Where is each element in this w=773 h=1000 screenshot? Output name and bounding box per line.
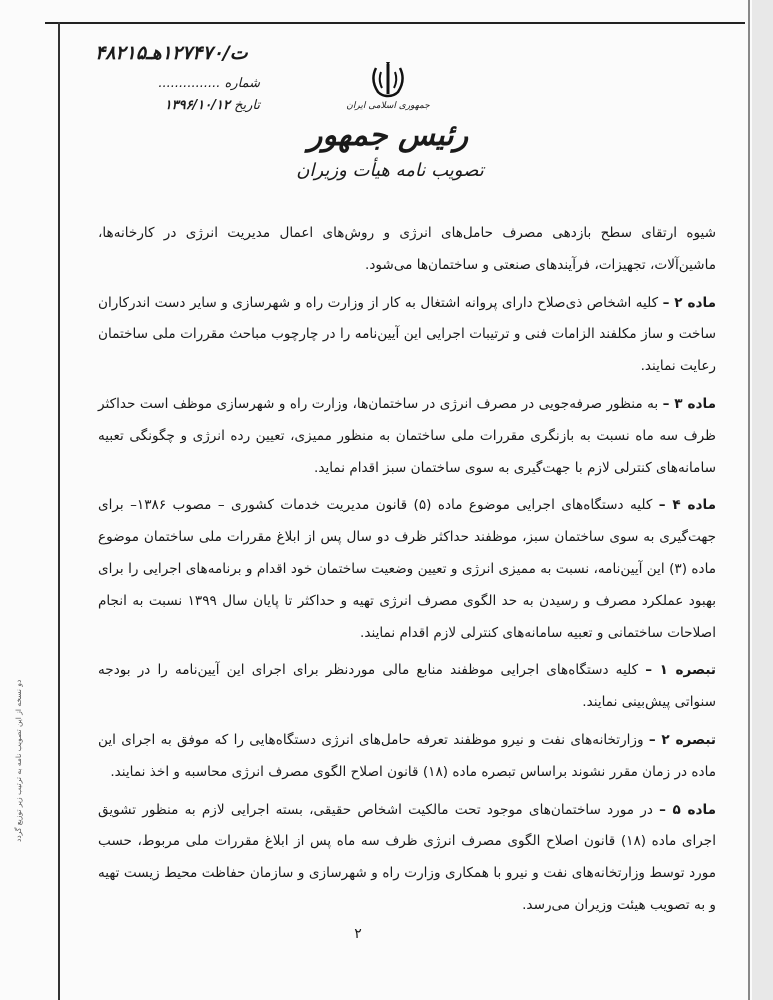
margin-note: دو نسخه از این تصویب نامه به ترتیب زیر توزیع گردد xyxy=(14,680,23,843)
paragraph: ماده ۵ – در مورد ساختمان‌های موجود تحت مالکیت اشخاص حقیقی، بسته اجرایی لازم به منظور تشویق اجرای ماده (۱۸) قانون اصلاح الگوی مصرف انرژی ظرف سه ماه پس از ابلاغ مقررات ملی مربوط، حسب مورد توسط وزارتخانه‌های نفت و نیرو با همکاری وزارت راه و شهرسازی و سازمان حفاظت محیط زیست تهیه و به تصویب هیئت وزیران می‌رسد. xyxy=(98,801,716,913)
paragraph: ماده ۴ – کلیه دستگاه‌های اجرایی موضوع ماده (۵) قانون مدیریت خدمات کشوری – مصوب ۱۳۸۶– برای جهت‌گیری به سوی ساختمان سبز، موظفند حداکثر ظرف دو سال پس از ابلاغ مقررات ملی ساختمان موضوع ماده (۳) این آیین‌نامه، نسبت به ممیزی انرژی و تعیین وضعیت ساختمان خود اقدام و برنامه‌های اجرایی را برای بهبود عملکرد مصرف و رسیدن به حد الگوی مصرف انرژی تهیه و حداکثر تا پایان سال ۱۳۹۹ نسبت به انجام اصلاحات ساختمانی و تعبیه سامانه‌های کنترلی لازم اقدام نمایند. xyxy=(98,497,716,641)
approval-title: تصویب نامه هیأت وزیران xyxy=(296,160,484,181)
frame-left-rule xyxy=(58,22,60,1000)
frame-top-rule xyxy=(45,22,745,24)
reference-number: ۴۸۲۱۵ت/۱۲۷۴۷۰هـ xyxy=(95,42,248,64)
scan-edge xyxy=(752,0,773,1000)
number-label: شماره xyxy=(224,76,260,91)
document-body xyxy=(98,218,717,913)
president-title: رئیس جمهور xyxy=(307,118,469,153)
iran-emblem-icon xyxy=(366,60,410,100)
paragraph: ماده ۲ – کلیه اشخاص ذی‌صلاح دارای پروانه اشتغال به کار از وزارت راه و شهرسازی و سایر دست اندرکاران ساخت و ساز مکلفند الزامات فنی و ترتیبات اجرایی این آیین‌نامه را در چارچوب مباحث مقررات ملی ساختمان رعایت نمایند. xyxy=(98,294,716,375)
date-field xyxy=(95,98,260,122)
paragraph: ماده ۳ – به منظور صرفه‌جویی در مصرف انرژی در ساختمان‌ها، وزارت راه و شهرسازی موظف است حداکثر ظرف سه ماه نسبت به بازنگری مقررات ملی ساختمان به منظور ممیزی، تعیین رده انرژی و چگونگی تعبیه سامانه‌های کنترلی لازم با جهت‌گیری به سوی ساختمان سبز اقدام نماید. xyxy=(98,395,716,476)
paragraph: تبصره ۱ – کلیه دستگاه‌های اجرایی موظفند منابع مالی موردنظر برای اجرای این آیین‌نامه را در بودجه سنواتی پیش‌بینی نمایند. xyxy=(98,662,717,711)
date-label: تاریخ xyxy=(234,98,260,113)
republic-label: جمهوری اسلامی ایران xyxy=(346,101,430,111)
number-field xyxy=(95,76,260,98)
frame-right-rule xyxy=(748,0,750,1000)
number-dots: ............... xyxy=(158,76,221,91)
paragraph: شیوه ارتقای سطح بازدهی مصرف حامل‌های انرژی و روش‌های اعمال مدیریت انرژی در کارخانه‌ها، ماشین‌آلات، تجهیزات، فرآیندهای صنعتی و ساختمان‌ها می‌شود. xyxy=(98,225,716,273)
paragraph: تبصره ۲ – وزارتخانه‌های نفت و نیرو موظفند تعرفه حامل‌های انرژی دستگاه‌هایی را که موفق به اجرای این ماده در زمان مقرر نشوند براساس تبصره ماده (۱۸) قانون اصلاح الگوی مصرف انرژی محاسبه و اخذ نمایند. xyxy=(98,731,717,780)
date-value: ۱۳۹۶/۱۰/۱۲ xyxy=(164,98,230,113)
page-number: ۲ xyxy=(354,926,362,942)
